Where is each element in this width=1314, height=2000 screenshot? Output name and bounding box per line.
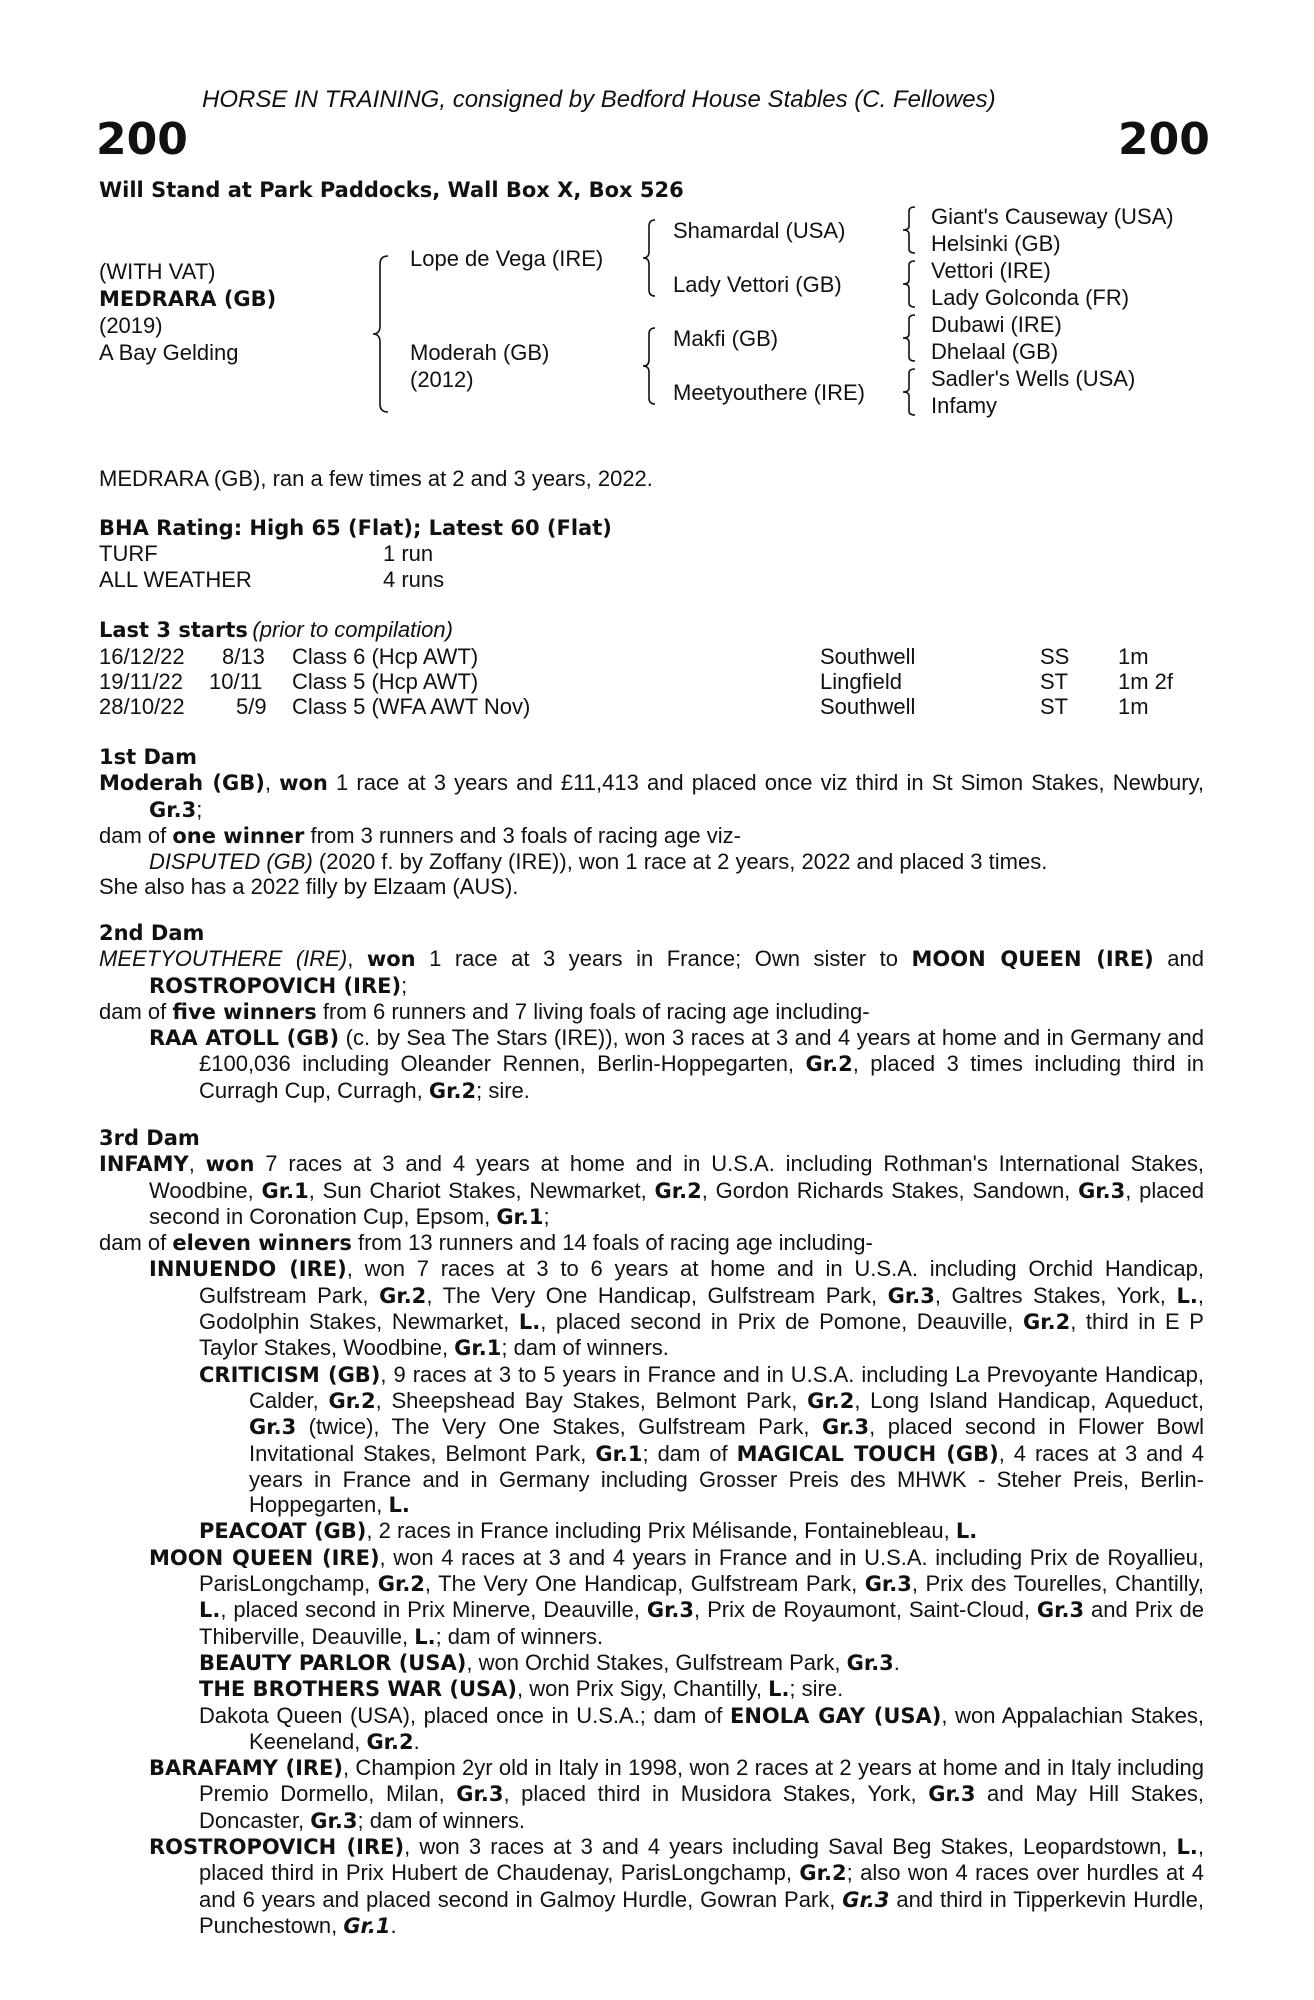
progeny-innuendo: INNUENDO (IRE), won 7 races at 3 to 6 years at home and in U.S.A. including Orchid Handicap, Gulfstream Park, Gr.2, The Very One Handicap, Gulfstream Park, Gr.3, Galtres Stakes, York, L., Godolphin Stakes, Newmarket, L., placed second in Prix de Pomone, Deauville, Gr.2, third in E P Taylor Stakes, Woodbine, Gr.1; dam of winners. <box>149 1256 1204 1361</box>
start-date: 28/10/22 <box>99 694 185 719</box>
pedigree-ss: Shamardal (USA) <box>673 218 846 243</box>
progeny-barafamy: BARAFAMY (IRE), Champion 2yr old in Italy in 1998, won 2 races at 2 years at home and in Italy including Premio Dormello, Milan, Gr.3, placed third in Musidora Stakes, York, Gr.3 and May Hill Stakes, Doncaster, Gr.3; dam of winners. <box>149 1755 1205 1833</box>
progeny-name: BARAFAMY (IRE) <box>149 1756 344 1781</box>
start-position: 10/11 <box>209 669 263 694</box>
pedigree-dd: Meetyouthere (IRE) <box>673 380 865 405</box>
rating-surface-aw: ALL WEATHER <box>99 567 252 592</box>
rating-runs-aw: 4 runs <box>383 567 445 592</box>
first-dam-progeny: DISPUTED (GB) (2020 f. by Zoffany (IRE)), won 1 race at 2 years, 2022 and placed 3 times. <box>149 849 1048 875</box>
third-dam-heading: 3rd Dam <box>99 1126 200 1150</box>
pedigree-dds: Sadler's Wells (USA) <box>931 366 1136 391</box>
first-dam-heading: 1st Dam <box>99 745 197 769</box>
last-starts-title: Last 3 starts <box>99 618 248 642</box>
progeny-name: CRITICISM (GB) <box>199 1362 381 1387</box>
start-race: Class 5 (Hcp AWT) <box>292 669 479 694</box>
start-distance: 1m <box>1118 644 1149 669</box>
start-race: Class 6 (Hcp AWT) <box>292 644 479 669</box>
progeny-name: DISPUTED (GB) <box>149 849 313 875</box>
start-date: 19/11/22 <box>99 669 184 694</box>
progeny-name: MOON QUEEN (IRE) <box>149 1545 380 1570</box>
progeny-name: INNUENDO (IRE) <box>149 1257 347 1282</box>
consignment-line: HORSE IN TRAINING, consigned by Bedford House Stables (C. Fellowes) <box>202 86 996 113</box>
third-dam-section: 3rd Dam INFAMY, won 7 races at 3 and 4 years at home and in U.S.A. including Rothman's International Stakes, Woodbine, Gr.1, Sun Chariot Stakes, Newmarket, Gr.2, Gordon Richards Stakes, Sandown, Gr.3, placed second in Coronation Cup, Epsom, Gr.1; dam of eleven winners from 13 runners and 14 foals of racing age including- INNUENDO (IRE), won 7 races at 3 to 6 years at home and in U.S.A. including Orchid Handicap, Gulfstream Park, Gr.2, The Very One Handicap, Gulfstream Park, Gr.3, Galtres Stakes, York, L., Godolphin Stakes, Newmarket, L., placed second in Prix de Pomone, Deauville, Gr.2, third in E P Taylor Stakes, Woodbine, Gr.1; dam of winners. CRITICISM (GB), 9 races at 3 to 5 years in France and in U.S.A. including La Prevoyante Handicap, Calder, Gr.2, Sheepshead Bay Stakes, Belmont Park, Gr.2, Long Island Handicap, Aqueduct, Gr.3 (twice), The Very One Stakes, Gulfstream Park, Gr.3, placed second in Flower Bowl Invitational Stakes, Belmont Park, Gr.1; dam of MAGICAL TOUCH (GB), 4 races at 3 and 4 years in France and in Germany including Grosser Preis des MHWK - Steher Preis, Berlin-Hoppegarten, L. PEACOAT (GB), 2 races in France including Prix Mélisande, Fontainebleau, L. MOON QUEEN (IRE), won 4 races at 3 and 4 years in France and in U.S.A. including Prix de Royallieu, ParisLongchamp, Gr.2, The Very One Handicap, Gulfstream Park, Gr.3, Prix des Tourelles, Chantilly, L., placed second in Prix Minerve, Deauville, Gr.3, Prix de Royaumont, Saint-Cloud, Gr.3 and Prix de Thiberville, Deauville, L.; dam of winners. BEAUTY PARLOR (USA), won Orchid Stakes, Gulfstream Park, Gr.3. THE BROTHERS WAR (USA), won Prix Sigy, Chantilly, L.; sire. Dakota Queen (USA), placed once in U.S.A.; dam of ENOLA GAY (USA), won Appalachian Stakes, Keeneland, Gr.2. BARAFAMY (IRE), Champion 2yr old in Italy in 1998, won 2 races at 2 years at home and in Italy including Premio Dormello, Milan, Gr.3, placed third in Musidora Stakes, York, Gr.3 and May Hill Stakes, Doncaster, Gr.3; dam of winners. ROSTROPOVICH (IRE), won 3 races at 3 and 4 years including Saval Beg Stakes, Leopardstown, L., placed third in Prix Hubert de Chaudenay, ParisLongchamp, Gr.2; also won 4 races over hurdles at 4 and 6 years and placed second in Galmoy Hurdle, Gowran Park, Gr.3 and third in Tipperkevin Hurdle, Punchestown, Gr.1. <box>99 1126 1205 1938</box>
second-dam-heading: 2nd Dam <box>99 921 205 945</box>
second-dam-section: 2nd Dam MEETYOUTHERE (IRE), won 1 race at 3 years in France; Own sister to MOON QUEEN (IRE) and ROSTROPOVICH (IRE); dam of five winners from 6 runners and 7 living foals of racing age including- RAA ATOLL (GB) (c. by Sea The Stars (IRE)), won 3 races at 3 and 4 years at home and in Germany and £100,036 including Oleander Rennen, Berlin-Hoppegarten, Gr.2, placed 3 times including third in Curragh Cup, Curragh, Gr.2; sire. <box>99 921 1205 1103</box>
first-dam-note: She also has a 2022 filly by Elzaam (AUS). <box>99 874 519 900</box>
horse-name: MEDRARA (GB) <box>99 287 277 311</box>
pedigree-brace-ss <box>902 205 918 255</box>
progeny-peacoat: PEACOAT (GB), 2 races in France including Prix Mélisande, Fontainebleau, L. <box>199 1518 978 1544</box>
race-summary: MEDRARA (GB), ran a few times at 2 and 3 years, 2022. <box>99 466 653 491</box>
progeny-criticism: CRITICISM (GB), 9 races at 3 to 5 years in France and in U.S.A. including La Prevoyante Handicap, Calder, Gr.2, Sheepshead Bay Stakes, Belmont Park, Gr.2, Long Island Handicap, Aqueduct, Gr.3 (twice), The Very One Stakes, Gulfstream Park, Gr.3, placed second in Flower Bowl Invitational Stakes, Belmont Park, Gr.1; dam of MAGICAL TOUCH (GB), 4 races at 3 and 4 years in France and in Germany including Grosser Preis des MHWK - Steher Preis, Berlin-Hoppegarten, L. <box>199 1361 1205 1518</box>
pedigree-dam-year: (2012) <box>410 367 474 392</box>
pedigree-sd: Lady Vettori (GB) <box>673 272 842 297</box>
start-position: 5/9 <box>236 694 267 719</box>
pedigree-brace-dam <box>642 326 658 406</box>
pedigree-sdd: Lady Golconda (FR) <box>931 285 1130 310</box>
pedigree-brace-sd <box>902 259 918 309</box>
pedigree-sds: Vettori (IRE) <box>931 258 1051 283</box>
stand-location: Will Stand at Park Paddocks, Wall Box X, Box 526 <box>99 178 684 202</box>
progeny-name: PEACOAT (GB) <box>199 1519 367 1544</box>
pedigree-ssd: Helsinki (GB) <box>931 231 1061 256</box>
progeny-name: BEAUTY PARLOR (USA) <box>199 1650 467 1675</box>
start-course: Southwell <box>820 694 916 719</box>
start-going: SS <box>1040 644 1070 669</box>
first-dam-section: 1st Dam Moderah (GB), won 1 race at 3 years and £11,413 and placed once viz third in St Simon Stakes, Newbury, Gr.3; dam of one winner from 3 runners and 3 foals of racing age viz- DISPUTED (GB) (2020 f. by Zoffany (IRE)), won 1 race at 2 years, 2022 and placed 3 times. She also has a 2022 filly by Elzaam (AUS). <box>99 745 1204 900</box>
start-race: Class 5 (WFA AWT Nov) <box>292 694 531 719</box>
start-distance: 1m <box>1118 694 1149 719</box>
last-starts-note: (prior to compilation) <box>252 617 453 642</box>
second-dam-progeny: RAA ATOLL (GB) (c. by Sea The Stars (IRE)), won 3 races at 3 and 4 years at home and in Germany and £100,036 including Oleander Rennen, Berlin-Hoppegarten, Gr.2, placed 3 times including third in Curragh Cup, Curragh, Gr.2; sire. <box>149 1025 1205 1103</box>
second-dam-name: MEETYOUTHERE (IRE) <box>99 946 348 972</box>
progeny-moon-queen: MOON QUEEN (IRE), won 4 races at 3 and 4 years in France and in U.S.A. including Prix de Royallieu, ParisLongchamp, Gr.2, The Very One Handicap, Gulfstream Park, Gr.3, Prix des Tourelles, Chantilly, L., placed second in Prix Minerve, Deauville, Gr.3, Prix de Royaumont, Saint-Cloud, Gr.3 and Prix de Thiberville, Deauville, L.; dam of winners. <box>149 1544 1205 1649</box>
pedigree-dss: Dubawi (IRE) <box>931 312 1062 337</box>
progeny-name: THE BROTHERS WAR (USA) <box>199 1677 518 1702</box>
vat-label: (WITH VAT) <box>99 259 216 284</box>
rating-surface-turf: TURF <box>99 541 158 566</box>
pedigree-sss: Giant's Causeway (USA) <box>931 204 1174 229</box>
start-date: 16/12/22 <box>99 644 185 669</box>
last-starts-heading <box>99 618 453 642</box>
progeny-dakota-queen: Dakota Queen (USA), placed once in U.S.A.; dam of ENOLA GAY (USA), won Appalachian Stakes, Keeneland, Gr.2. <box>199 1702 1204 1754</box>
start-going: ST <box>1040 669 1069 694</box>
pedigree-brace-sire <box>642 218 658 298</box>
progeny-the-brothers-war: THE BROTHERS WAR (USA), won Prix Sigy, Chantilly, L.; sire. <box>199 1676 844 1702</box>
first-dam-name: Moderah (GB) <box>99 771 265 796</box>
pedigree-brace-main <box>372 254 392 414</box>
start-going: ST <box>1040 694 1069 719</box>
pedigree-brace-dd <box>902 367 918 417</box>
pedigree-sire: Lope de Vega (IRE) <box>410 246 604 271</box>
pedigree-dam: Moderah (GB) <box>410 340 550 365</box>
horse-year: (2019) <box>99 313 163 338</box>
rating-runs-turf: 1 run <box>383 541 434 566</box>
progeny-name: RAA ATOLL (GB) <box>149 1026 340 1051</box>
pedigree-dsd: Dhelaal (GB) <box>931 339 1059 364</box>
progeny-beauty-parlor: BEAUTY PARLOR (USA), won Orchid Stakes, Gulfstream Park, Gr.3. <box>199 1649 900 1675</box>
progeny-name: ROSTROPOVICH (IRE) <box>149 1835 405 1860</box>
bha-rating: BHA Rating: High 65 (Flat); Latest 60 (Flat) <box>99 516 612 540</box>
third-dam-name: INFAMY <box>99 1152 189 1177</box>
pedigree-ddd: Infamy <box>931 393 998 418</box>
start-position: 8/13 <box>222 644 265 669</box>
start-course: Lingfield <box>820 669 902 694</box>
pedigree-brace-ds <box>902 313 918 363</box>
pedigree-ds: Makfi (GB) <box>673 326 779 351</box>
start-distance: 1m 2f <box>1118 669 1174 694</box>
lot-number-left: 200 <box>96 114 188 165</box>
start-course: Southwell <box>820 644 916 669</box>
lot-number-right: 200 <box>1118 114 1210 165</box>
progeny-rostropovich: ROSTROPOVICH (IRE), won 3 races at 3 and 4 years including Saval Beg Stakes, Leopardstown, L., placed third in Prix Hubert de Chaudenay, ParisLongchamp, Gr.2; also won 4 races over hurdles at 4 and 6 years and placed second in Galmoy Hurdle, Gowran Park, Gr.3 and third in Tipperkevin Hurdle, Punchestown, Gr.1. <box>149 1834 1205 1938</box>
horse-description: A Bay Gelding <box>99 340 239 365</box>
